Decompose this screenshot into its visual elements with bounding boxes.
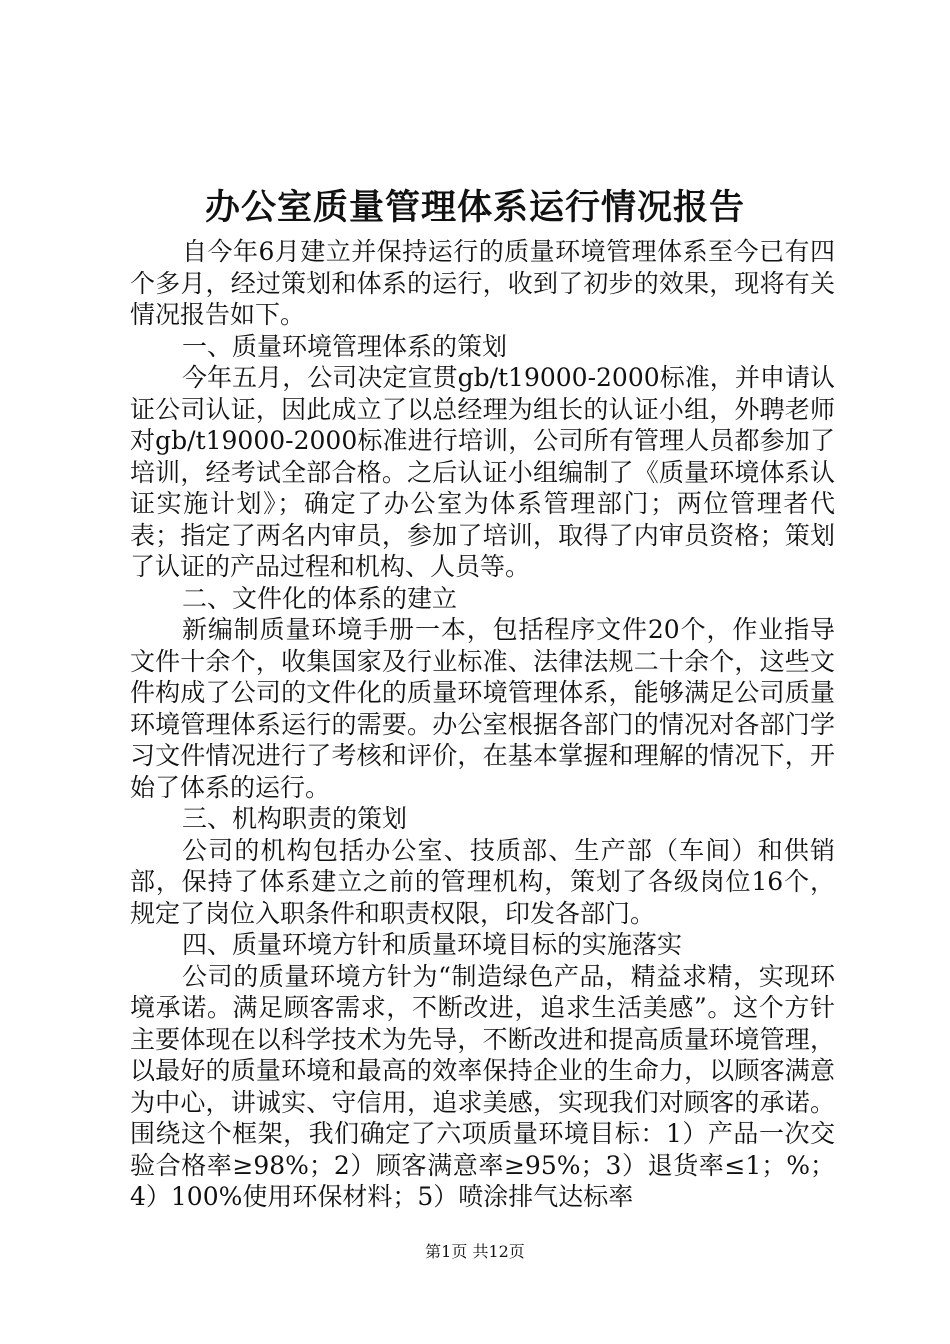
- paragraph-section-4: 公司的质量环境方针为“制造绿色产品，精益求精，实现环境承诺。满足顾客需求，不断改进，追求生活美感”。这个方针主要体现在以科学技术为先导，不断改进和提高质量环境管理，以最好的质量环境和最高的效率保持企业的生命力，以顾客满意为中心，讲诚实、守信用，追求美感，实现我们对顾客的承诺。围绕这个框架，我们确定了六项质量环境目标：1）产品一次交验合格率≥98%；2）顾客满意率≥95%；3）退货率≤1；%；4）100%使用环保材料；5）喷涂排气达标率: [130, 961, 835, 1211]
- paragraph-intro: 自今年6月建立并保持运行的质量环境管理体系至今已有四个多月，经过策划和体系的运行，收到了初步的效果，现将有关情况报告如下。: [130, 237, 835, 329]
- paragraph-section-3: 公司的机构包括办公室、技质部、生产部（车间）和供销部，保持了体系建立之前的管理机构，策划了各级岗位16个，规定了岗位入职条件和职责权限，印发各部门。: [130, 835, 835, 928]
- paragraph-section-2: 新编制质量环境手册一本，包括程序文件20个，作业指导文件十余个，收集国家及行业标准、法律法规二十余个，这些文件构成了公司的文件化的质量环境管理体系，能够满足公司质量环境管理体系运行的需要。办公室根据各部门的情况对各部门学习文件情况进行了考核和评价，在基本掌握和理解的情况下，开始了体系的运行。: [130, 615, 835, 802]
- paragraph-section-1: 今年五月，公司决定宣贯gb/t19000-2000标准，并申请认证公司认证，因此成立了以总经理为组长的认证小组，外聘老师对gb/t19000-2000标准进行培训，公司所有管理人员都参加了培训，经考试全部合格。之后认证小组编制了《质量环境体系认证实施计划》；确定了办公室为体系管理部门；两位管理者代表；指定了两名内审员，参加了培训，取得了内审员资格；策划了认证的产品过程和机构、人员等。: [130, 363, 835, 581]
- section-heading-2: 二、文件化的体系的建立: [182, 583, 458, 613]
- section-heading-3: 三、机构职责的策划: [182, 804, 408, 833]
- section-heading-4: 四、质量环境方针和质量环境目标的实施落实: [182, 930, 683, 959]
- document-body: [130, 236, 835, 1213]
- page-footer: 第1页 共12页: [425, 1242, 525, 1261]
- section-heading-1: 一、质量环境管理体系的策划: [182, 331, 508, 361]
- document-title: 办公室质量管理体系运行情况报告: [204, 187, 745, 228]
